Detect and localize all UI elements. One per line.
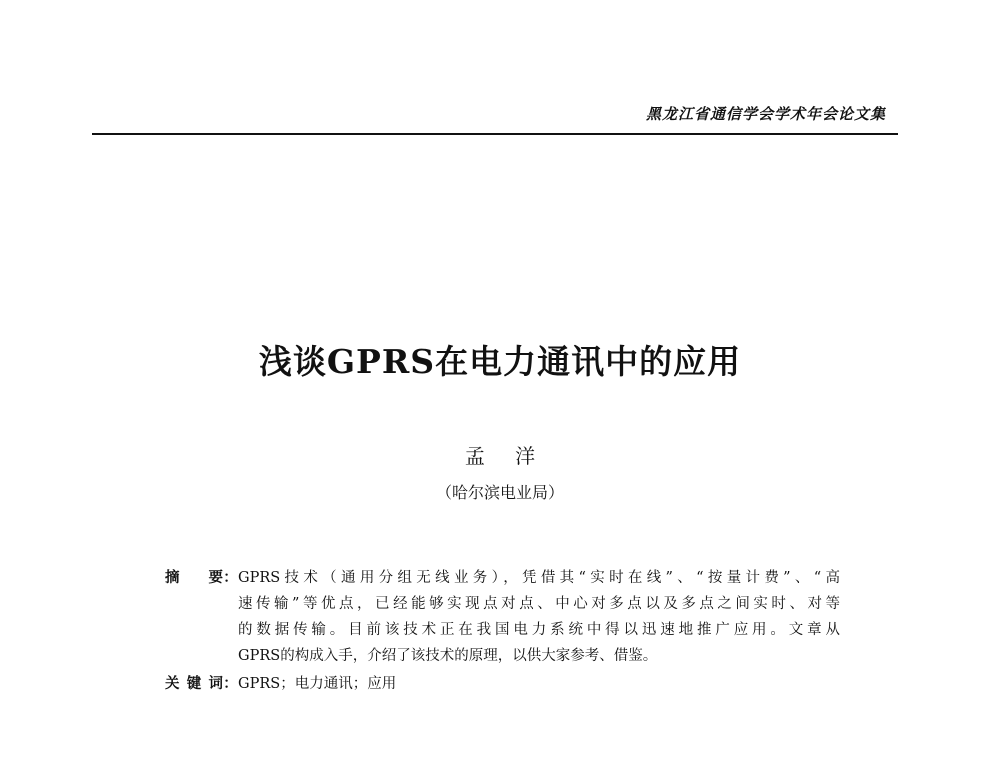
abstract-line: GPRS的构成入手，介绍了该技术的原理，以供大家参考、借鉴。 (238, 648, 658, 664)
author-name: 孟 洋 (464, 444, 548, 468)
abstract-line: 速传输”等优点，已经能够实现点对点、中心对多点以及多点之间实时、对等 (238, 596, 840, 612)
keywords-value: GPRS；电力通讯；应用 (238, 676, 397, 692)
header-rule (92, 133, 898, 135)
abstract-label (165, 565, 238, 591)
author-affiliation: （哈尔滨电业局） (435, 483, 564, 502)
abstract-colon: ： (223, 570, 238, 586)
abstract-row (165, 565, 840, 669)
paper-title: 浅谈GPRS在电力通讯中的应用 (258, 342, 742, 381)
keywords-text (238, 671, 840, 697)
keywords-label (165, 671, 238, 697)
keywords-label-text: 关键词 (165, 676, 223, 692)
abstract-line: 的数据传输。目前该技术正在我国电力系统中得以迅速地推广应用。文章从 (238, 622, 840, 638)
keywords-row (165, 671, 840, 697)
abstract-label-text: 摘 要 (165, 570, 223, 586)
keywords-colon: ： (223, 676, 238, 692)
abstract-line: GPRS技术（通用分组无线业务），凭借其“实时在线”、“按量计费”、“高 (238, 570, 840, 586)
running-header: 黑龙江省通信学会学术年会论文集 (645, 105, 886, 123)
abstract-text (238, 565, 840, 669)
abstract-section (165, 565, 840, 697)
